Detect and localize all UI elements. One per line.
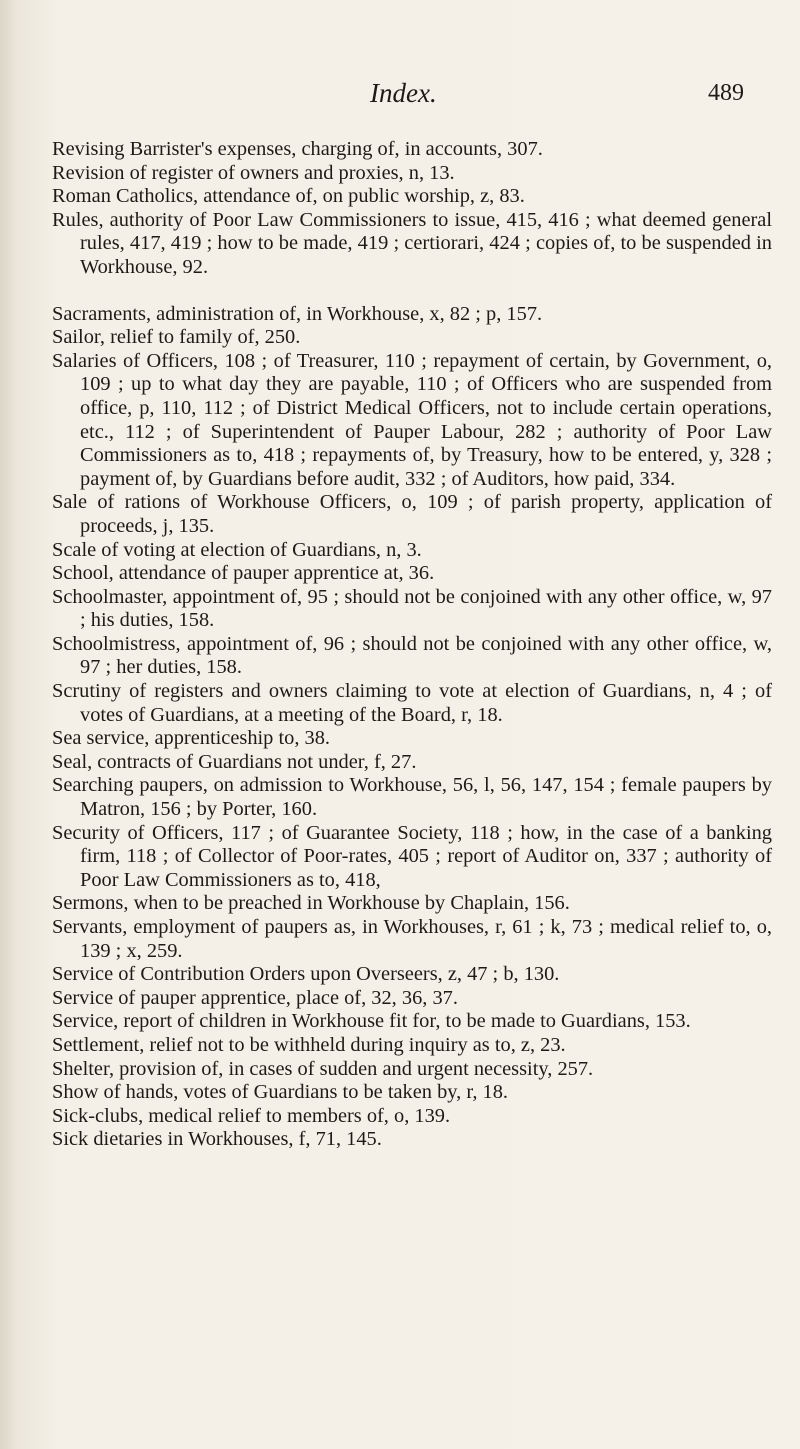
index-entry: Seal, contracts of Guardians not under, f, 27. — [52, 750, 417, 773]
index-entry: Shelter, provision of, in cases of sudden and urgent necessity, 257. — [52, 1057, 594, 1080]
index-entry: Sermons, when to be preached in Workhouse by Chaplain, 156. — [52, 892, 570, 915]
index-entry: Sale of rations of Workhouse Officers, o, 109 ; of parish property, application of proceeds, j, 135. — [52, 491, 772, 537]
index-entry: Scale of voting at election of Guardians, n, 3. — [52, 538, 422, 561]
index-entry: Show of hands, votes of Guardians to be taken by, r, 18. — [52, 1081, 509, 1104]
running-title: Index. — [370, 78, 437, 108]
index-entry: Sick-clubs, medical relief to members of, o, 139. — [52, 1104, 451, 1127]
index-entry: Sacraments, administration of, in Workhouse, x, 82 ; p, 157. — [52, 302, 543, 325]
index-entry: Service of Contribution Orders upon Overseers, z, 47 ; b, 130. — [52, 963, 560, 986]
index-entry: Security of Officers, 117 ; of Guarantee Society, 118 ; how, in the case of a banking firm, 118 ; of Collector of Poor-rates, 405 ; report of Auditor on, 337 ; authority of Poor Law Commissioners as to, 418, — [52, 821, 772, 891]
index-entry: Rules, authority of Poor Law Commissioners to issue, 415, 416 ; what deemed general rules, 417, 419 ; how to be made, 419 ; certiorari, 424 ; copies of, to be suspended in Workhouse, 92. — [52, 208, 772, 278]
index-entry: Scrutiny of registers and owners claiming to vote at election of Guardians, n, 4 ; of votes of Guardians, at a meeting of the Board, r, 18. — [52, 680, 772, 726]
index-entry: Salaries of Officers, 108 ; of Treasurer, 110 ; repayment of certain, by Government, o, 109 ; up to what day they are payable, 110 ; of Officers who are suspended from office, p, 110, 112 ; of District Medical Officers, not to include certain operations, etc., 112 ; of Superintendent of Pauper Labour, 282 ; authority of Poor Law Commissioners as to, 418 ; repayments of, by Treasury, how to be entered, y, 328 ; payment of, by Guardians before audit, 332 ; of Auditors, how paid, 334. — [52, 349, 772, 490]
index-entries — [52, 138, 772, 1152]
index-entry: Searching paupers, on admission to Workhouse, 56, l, 56, 147, 154 ; female paupers by Matron, 156 ; by Porter, 160. — [52, 774, 772, 821]
index-entry: Schoolmaster, appointment of, 95 ; should not be conjoined with any other office, w, 97 ; his duties, 158. — [52, 585, 772, 632]
page-number: 489 — [708, 80, 744, 106]
index-entry: Service of pauper apprentice, place of, 32, 36, 37. — [52, 986, 458, 1009]
index-entry: Sailor, relief to family of, 250. — [52, 326, 301, 349]
index-entry: Sick dietaries in Workhouses, f, 71, 145. — [52, 1128, 382, 1151]
index-entry: Revising Barrister's expenses, charging of, in accounts, 307. — [52, 138, 543, 160]
index-entry: School, attendance of pauper apprentice at, 36. — [52, 562, 435, 585]
index-entry: Schoolmistress, appointment of, 96 ; should not be conjoined with any other office, w, 97 ; her duties, 158. — [52, 632, 772, 679]
index-entry: Revision of register of owners and proxies, n, 13. — [52, 161, 455, 184]
index-entry: Service, report of children in Workhouse fit for, to be made to Guardians, 153. — [52, 1010, 691, 1033]
index-entry: Roman Catholics, attendance of, on public worship, z, 83. — [52, 185, 525, 208]
page-header — [0, 78, 800, 118]
index-entry: Settlement, relief not to be withheld during inquiry as to, z, 23. — [52, 1033, 566, 1056]
index-entry: Servants, employment of paupers as, in Workhouses, r, 61 ; k, 73 ; medical relief to, o, 139 ; x, 259. — [52, 916, 772, 962]
index-entry: Sea service, apprenticeship to, 38. — [52, 727, 331, 750]
